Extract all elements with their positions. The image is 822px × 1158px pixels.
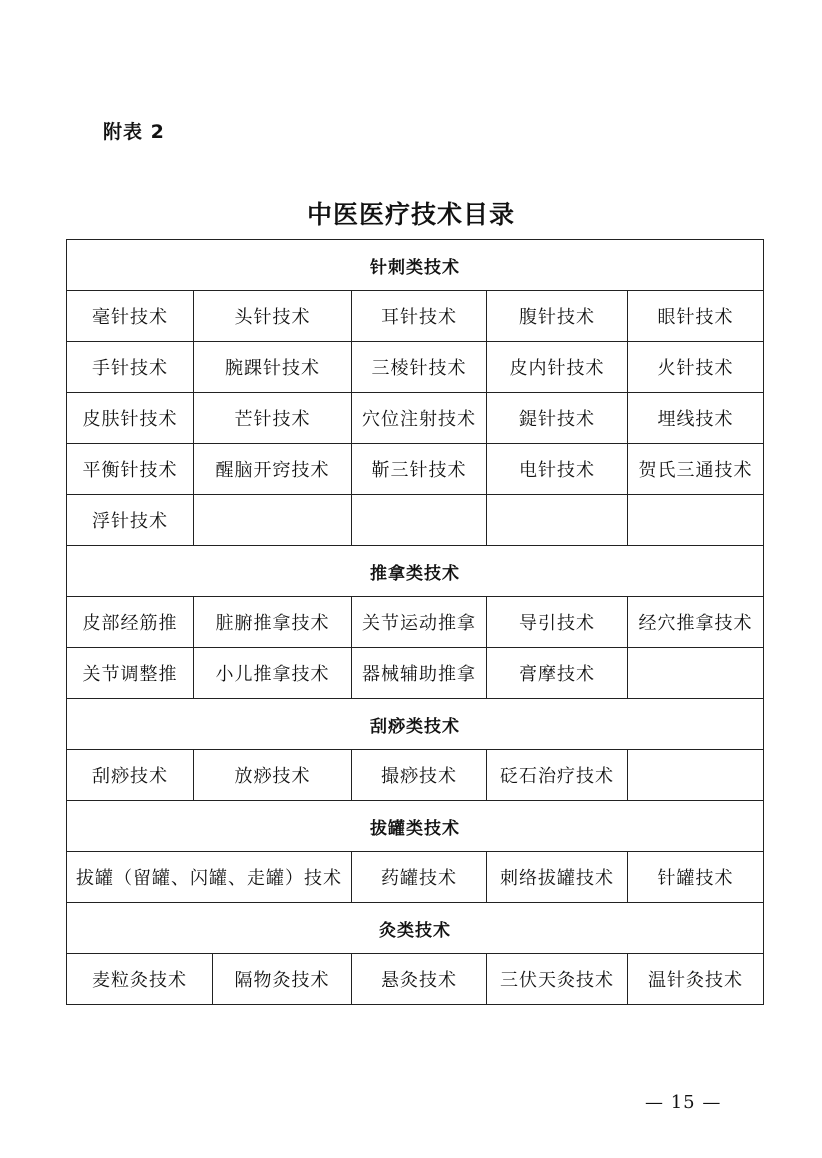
section-heading-moxibustion: 灸类技术	[67, 903, 764, 954]
empty-cell	[628, 750, 764, 801]
tcm-technique-table	[66, 239, 764, 1005]
table-cell: 针罐技术	[628, 852, 764, 903]
table-row	[67, 648, 764, 699]
section-header-row	[67, 801, 764, 852]
section-heading-scraping: 刮痧类技术	[67, 699, 764, 750]
table-cell: 三伏天灸技术	[487, 954, 628, 1005]
table-cell: 悬灸技术	[352, 954, 487, 1005]
table-cell: 脏腑推拿技术	[194, 597, 352, 648]
table-cell: 耳针技术	[352, 291, 487, 342]
table-cell: 刺络拔罐技术	[487, 852, 628, 903]
page-number: — 15 —	[645, 1092, 722, 1113]
table-cell: 药罐技术	[352, 852, 487, 903]
table-cell: 刮痧技术	[67, 750, 194, 801]
table-cell: 经穴推拿技术	[628, 597, 764, 648]
empty-cell	[194, 495, 352, 546]
table-cell: 放痧技术	[194, 750, 352, 801]
section-header-row	[67, 699, 764, 750]
table-cell: 膏摩技术	[487, 648, 628, 699]
table-cell: 鍉针技术	[487, 393, 628, 444]
table-cell: 关节调整推	[67, 648, 194, 699]
section-header-row	[67, 546, 764, 597]
section-heading-cupping: 拔罐类技术	[67, 801, 764, 852]
empty-cell	[628, 495, 764, 546]
table-cell: 器械辅助推拿	[352, 648, 487, 699]
table-row	[67, 597, 764, 648]
table-cell: 导引技术	[487, 597, 628, 648]
table-cell: 拔罐（留罐、闪罐、走罐）技术	[67, 852, 352, 903]
table-cell: 砭石治疗技术	[487, 750, 628, 801]
table-cell: 穴位注射技术	[352, 393, 487, 444]
table-cell: 腹针技术	[487, 291, 628, 342]
section-heading-acupuncture: 针刺类技术	[67, 240, 764, 291]
table-row	[67, 291, 764, 342]
table-cell: 芒针技术	[194, 393, 352, 444]
empty-cell	[628, 648, 764, 699]
table-cell: 眼针技术	[628, 291, 764, 342]
annex-label: 附表 2	[103, 121, 165, 143]
table-cell: 皮内针技术	[487, 342, 628, 393]
table-cell: 隔物灸技术	[213, 954, 352, 1005]
section-header-row	[67, 240, 764, 291]
table-cell: 靳三针技术	[352, 444, 487, 495]
table-cell: 关节运动推拿	[352, 597, 487, 648]
empty-cell	[352, 495, 487, 546]
section-heading-massage: 推拿类技术	[67, 546, 764, 597]
table-cell: 醒脑开窍技术	[194, 444, 352, 495]
table-cell: 毫针技术	[67, 291, 194, 342]
table-cell: 皮肤针技术	[67, 393, 194, 444]
table-cell: 电针技术	[487, 444, 628, 495]
table-cell: 温针灸技术	[628, 954, 764, 1005]
table-cell: 麦粒灸技术	[67, 954, 213, 1005]
section-header-row	[67, 903, 764, 954]
table-row	[67, 342, 764, 393]
table-cell: 皮部经筋推	[67, 597, 194, 648]
table-cell: 腕踝针技术	[194, 342, 352, 393]
table-cell: 埋线技术	[628, 393, 764, 444]
table-row	[67, 954, 764, 1005]
table-row	[67, 495, 764, 546]
table-cell: 手针技术	[67, 342, 194, 393]
table-row	[67, 444, 764, 495]
table-row	[67, 852, 764, 903]
table-cell: 小儿推拿技术	[194, 648, 352, 699]
table-cell: 火针技术	[628, 342, 764, 393]
table-cell: 浮针技术	[67, 495, 194, 546]
table-row	[67, 750, 764, 801]
table-cell: 撮痧技术	[352, 750, 487, 801]
table-cell: 平衡针技术	[67, 444, 194, 495]
document-title: 中医医疗技术目录	[306, 200, 515, 229]
table-cell: 头针技术	[194, 291, 352, 342]
table-row	[67, 393, 764, 444]
table-cell: 贺氏三通技术	[628, 444, 764, 495]
table-cell: 三棱针技术	[352, 342, 487, 393]
empty-cell	[487, 495, 628, 546]
